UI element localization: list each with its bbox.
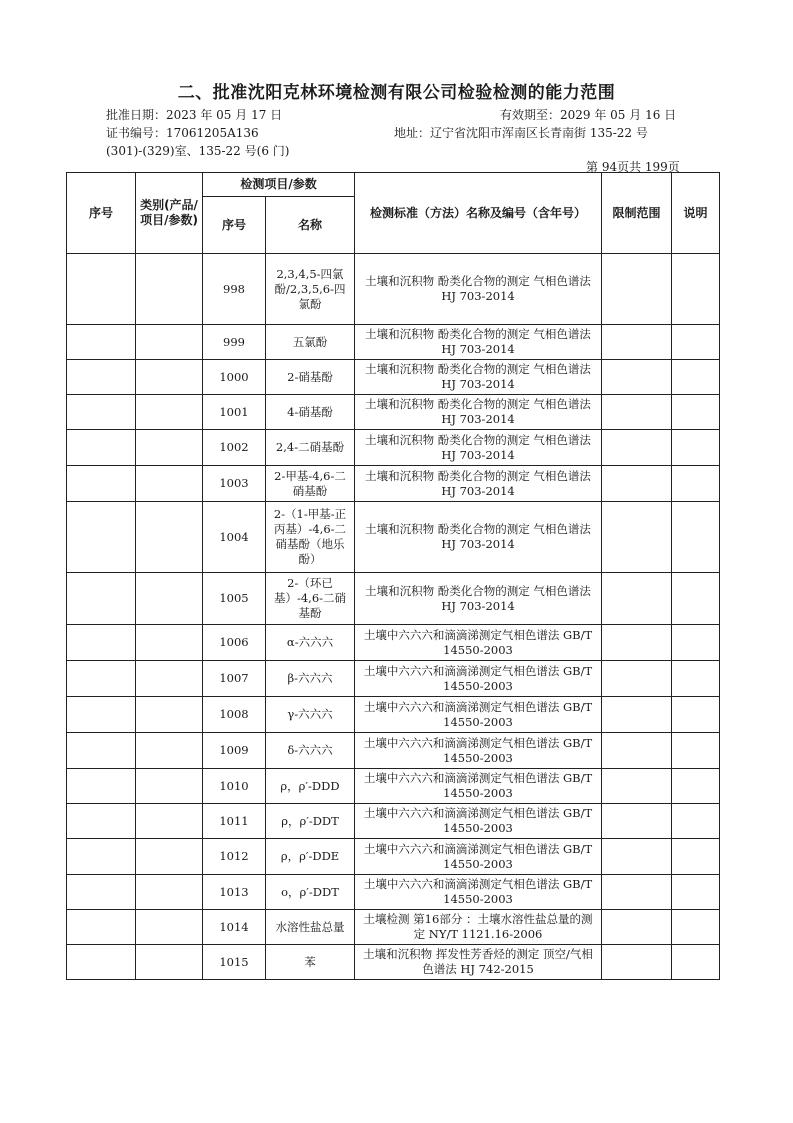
row-seq-cell [67, 945, 136, 980]
table-row [67, 804, 720, 839]
note-cell [672, 697, 720, 733]
row-seq-cell [67, 875, 136, 910]
row-category-cell [136, 697, 203, 733]
standard-cell: 土壤中六六六和滴滴涕测定气相色谱法 GB/T 14550-2003 [355, 661, 602, 697]
item-number-cell: 1002 [203, 430, 266, 466]
item-name-cell: α-六六六 [266, 625, 355, 661]
certificate-number: 证书编号：17061205A136 [106, 126, 259, 140]
row-category-cell [136, 804, 203, 839]
row-seq-cell [67, 360, 136, 395]
limit-cell [602, 661, 672, 697]
approval-date: 批准日期：2023 年 05 月 17 日 [106, 108, 283, 122]
table-row [67, 733, 720, 769]
header-standard: 检测标准（方法）名称及编号（含年号） [355, 173, 602, 254]
item-name-cell: 2,4-二硝基酚 [266, 430, 355, 466]
row-category-cell [136, 395, 203, 430]
limit-cell [602, 254, 672, 325]
note-cell [672, 360, 720, 395]
item-name-cell: 2,3,4,5-四氯酚/2,3,5,6-四氯酚 [266, 254, 355, 325]
row-category-cell [136, 839, 203, 875]
standard-cell: 土壤和沉积物 酚类化合物的测定 气相色谱法 HJ 703-2014 [355, 395, 602, 430]
table-row [67, 502, 720, 573]
room-numbers: (301)-(329)室、135-22 号(6 门) [106, 144, 290, 158]
header-item-name: 名称 [266, 197, 355, 254]
standard-cell: 土壤中六六六和滴滴涕测定气相色谱法 GB/T 14550-2003 [355, 697, 602, 733]
item-number-cell: 1014 [203, 910, 266, 945]
standard-cell: 土壤中六六六和滴滴涕测定气相色谱法 GB/T 14550-2003 [355, 839, 602, 875]
page-number: 第 94页共 199页 [586, 160, 680, 174]
item-number-cell: 1007 [203, 661, 266, 697]
limit-cell [602, 804, 672, 839]
note-cell [672, 625, 720, 661]
table-row [67, 325, 720, 360]
item-name-cell: ο，ρ′-DDT [266, 875, 355, 910]
item-number-cell: 1011 [203, 804, 266, 839]
item-number-cell: 1012 [203, 839, 266, 875]
limit-cell [602, 945, 672, 980]
limit-cell [602, 573, 672, 625]
item-number-cell: 1013 [203, 875, 266, 910]
item-number-cell: 1006 [203, 625, 266, 661]
item-name-cell: γ-六六六 [266, 697, 355, 733]
limit-cell [602, 875, 672, 910]
standard-cell: 土壤和沉积物 酚类化合物的测定 气相色谱法 HJ 703-2014 [355, 360, 602, 395]
row-seq-cell [67, 254, 136, 325]
row-seq-cell [67, 839, 136, 875]
row-seq-cell [67, 466, 136, 502]
standard-cell: 土壤中六六六和滴滴涕测定气相色谱法 GB/T 14550-2003 [355, 625, 602, 661]
limit-cell [602, 910, 672, 945]
row-category-cell [136, 254, 203, 325]
row-seq-cell [67, 661, 136, 697]
item-name-cell: 2-（1-甲基-正丙基）-4,6-二硝基酚（地乐酚） [266, 502, 355, 573]
note-cell [672, 910, 720, 945]
table-row [67, 945, 720, 980]
item-name-cell: ρ，ρ′-DDD [266, 769, 355, 804]
note-cell [672, 839, 720, 875]
limit-cell [602, 430, 672, 466]
limit-cell [602, 325, 672, 360]
row-seq-cell [67, 625, 136, 661]
item-name-cell: β-六六六 [266, 661, 355, 697]
row-category-cell [136, 430, 203, 466]
item-number-cell: 1010 [203, 769, 266, 804]
row-category-cell [136, 910, 203, 945]
item-number-cell: 1004 [203, 502, 266, 573]
standard-cell: 土壤和沉积物 酚类化合物的测定 气相色谱法 HJ 703-2014 [355, 325, 602, 360]
row-category-cell [136, 733, 203, 769]
page-title: 二、批准沈阳克林环境检测有限公司检验检测的能力范围 [177, 83, 616, 103]
limit-cell [602, 733, 672, 769]
address: 地址：辽宁省沈阳市浑南区长青南街 135-22 号 [394, 126, 648, 140]
header-category: 类别(产品/项目/参数) [136, 173, 203, 254]
limit-cell [602, 839, 672, 875]
item-name-cell: 2-甲基-4,6-二硝基酚 [266, 466, 355, 502]
standard-cell: 土壤和沉积物 酚类化合物的测定 气相色谱法 HJ 703-2014 [355, 254, 602, 325]
row-category-cell [136, 875, 203, 910]
item-number-cell: 999 [203, 325, 266, 360]
table-row [67, 839, 720, 875]
item-name-cell: 4-硝基酚 [266, 395, 355, 430]
item-number-cell: 1008 [203, 697, 266, 733]
row-seq-cell [67, 502, 136, 573]
limit-cell [602, 360, 672, 395]
item-number-cell: 1001 [203, 395, 266, 430]
note-cell [672, 769, 720, 804]
standard-cell: 土壤和沉积物 酚类化合物的测定 气相色谱法 HJ 703-2014 [355, 466, 602, 502]
row-seq-cell [67, 573, 136, 625]
note-cell [672, 804, 720, 839]
capability-table [66, 172, 720, 980]
row-category-cell [136, 360, 203, 395]
table-row [67, 430, 720, 466]
item-number-cell: 1015 [203, 945, 266, 980]
header-note: 说明 [672, 173, 720, 254]
item-name-cell: 2-硝基酚 [266, 360, 355, 395]
table-row [67, 875, 720, 910]
standard-cell: 土壤和沉积物 挥发性芳香烃的测定 顶空/气相色谱法 HJ 742-2015 [355, 945, 602, 980]
item-name-cell: 五氯酚 [266, 325, 355, 360]
limit-cell [602, 395, 672, 430]
row-seq-cell [67, 430, 136, 466]
table-row [67, 625, 720, 661]
limit-cell [602, 502, 672, 573]
limit-cell [602, 769, 672, 804]
row-category-cell [136, 945, 203, 980]
valid-until: 有效期至：2029 年 05 月 16 日 [500, 108, 677, 122]
table-row [67, 573, 720, 625]
standard-cell: 土壤中六六六和滴滴涕测定气相色谱法 GB/T 14550-2003 [355, 875, 602, 910]
limit-cell [602, 466, 672, 502]
item-name-cell: ρ，ρ′-DDT [266, 804, 355, 839]
row-seq-cell [67, 325, 136, 360]
note-cell [672, 254, 720, 325]
note-cell [672, 945, 720, 980]
item-name-cell: 水溶性盐总量 [266, 910, 355, 945]
standard-cell: 土壤和沉积物 酚类化合物的测定 气相色谱法 HJ 703-2014 [355, 573, 602, 625]
note-cell [672, 875, 720, 910]
note-cell [672, 573, 720, 625]
item-name-cell: 苯 [266, 945, 355, 980]
limit-cell [602, 697, 672, 733]
item-number-cell: 1003 [203, 466, 266, 502]
standard-cell: 土壤中六六六和滴滴涕测定气相色谱法 GB/T 14550-2003 [355, 733, 602, 769]
item-name-cell: δ-六六六 [266, 733, 355, 769]
header-seq: 序号 [67, 173, 136, 254]
table-row [67, 254, 720, 325]
row-seq-cell [67, 769, 136, 804]
note-cell [672, 661, 720, 697]
item-name-cell: 2-（环已基）-4,6-二硝基酚 [266, 573, 355, 625]
standard-cell: 土壤和沉积物 酚类化合物的测定 气相色谱法 HJ 703-2014 [355, 502, 602, 573]
table-row [67, 466, 720, 502]
header-item-seq: 序号 [203, 197, 266, 254]
table-row [67, 697, 720, 733]
table-row [67, 360, 720, 395]
row-seq-cell [67, 804, 136, 839]
item-number-cell: 1005 [203, 573, 266, 625]
row-seq-cell [67, 697, 136, 733]
row-seq-cell [67, 395, 136, 430]
row-category-cell [136, 769, 203, 804]
header-limit: 限制范围 [602, 173, 672, 254]
table-row [67, 661, 720, 697]
row-seq-cell [67, 733, 136, 769]
row-category-cell [136, 661, 203, 697]
note-cell [672, 430, 720, 466]
standard-cell: 土壤和沉积物 酚类化合物的测定 气相色谱法 HJ 703-2014 [355, 430, 602, 466]
note-cell [672, 502, 720, 573]
item-number-cell: 998 [203, 254, 266, 325]
item-number-cell: 1000 [203, 360, 266, 395]
note-cell [672, 395, 720, 430]
row-category-cell [136, 325, 203, 360]
note-cell [672, 325, 720, 360]
limit-cell [602, 625, 672, 661]
table-row [67, 769, 720, 804]
table-row [67, 910, 720, 945]
standard-cell: 土壤检测 第16部分 ：土壤水溶性盐总量的测定 NY/T 1121.16-2006 [355, 910, 602, 945]
row-category-cell [136, 573, 203, 625]
item-name-cell: ρ，ρ′-DDE [266, 839, 355, 875]
row-category-cell [136, 502, 203, 573]
table-row [67, 395, 720, 430]
row-category-cell [136, 625, 203, 661]
standard-cell: 土壤中六六六和滴滴涕测定气相色谱法 GB/T 14550-2003 [355, 769, 602, 804]
row-category-cell [136, 466, 203, 502]
row-seq-cell [67, 910, 136, 945]
note-cell [672, 733, 720, 769]
item-number-cell: 1009 [203, 733, 266, 769]
note-cell [672, 466, 720, 502]
standard-cell: 土壤中六六六和滴滴涕测定气相色谱法 GB/T 14550-2003 [355, 804, 602, 839]
header-item-group: 检测项目/参数 [203, 173, 355, 197]
